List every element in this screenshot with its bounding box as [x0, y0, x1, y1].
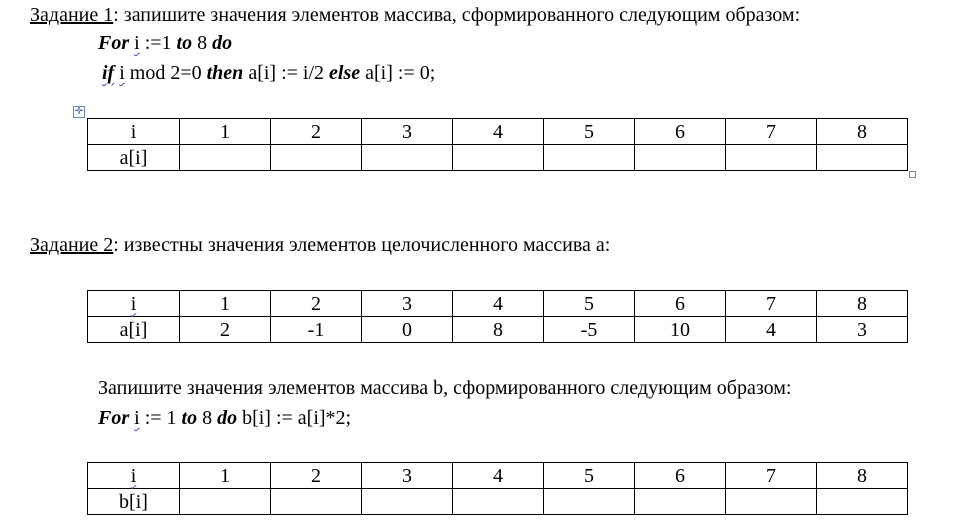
task1-text: : запишите значения элементов массива, сформированного следующим образом: [113, 4, 801, 26]
cell-text: i [130, 292, 137, 315]
kw-for: For [98, 407, 130, 429]
cell-text: i [130, 464, 137, 487]
answer-cell[interactable] [271, 145, 362, 171]
table-cell: 8 [453, 317, 544, 343]
table-cell: 3 [362, 119, 453, 145]
answer-cell[interactable] [726, 145, 817, 171]
table-cell: 7 [726, 463, 817, 489]
table-cell: 6 [635, 291, 726, 317]
table-cell: 8 [817, 119, 908, 145]
code-text: :=1 [139, 32, 177, 54]
table-cell: 0 [362, 317, 453, 343]
table-cell: 5 [544, 291, 635, 317]
task2-instruction [98, 376, 791, 400]
task1-code-line1 [98, 31, 232, 55]
answer-cell[interactable] [362, 489, 453, 515]
loop-var: i [134, 32, 140, 54]
answer-cell[interactable] [726, 489, 817, 515]
kw-to: to [181, 407, 198, 429]
kw-then: then [206, 62, 244, 84]
answer-cell[interactable] [271, 489, 362, 515]
kw-if: if [102, 62, 115, 84]
task1-table [87, 118, 908, 171]
table-cell: 3 [362, 291, 453, 317]
table-cell: 4 [726, 317, 817, 343]
table-row [88, 317, 908, 343]
table-cell: 2 [271, 119, 362, 145]
move-table-icon[interactable]: ✛ [74, 106, 84, 117]
answer-cell[interactable] [817, 145, 908, 171]
table-row [88, 119, 908, 145]
task1-code-line2 [102, 61, 435, 85]
table-cell: 1 [180, 119, 271, 145]
kw-do: do [212, 32, 233, 54]
loop-var: i [119, 62, 125, 84]
table-row [88, 291, 908, 317]
answer-cell[interactable] [817, 489, 908, 515]
answer-cell[interactable] [635, 145, 726, 171]
answer-cell[interactable] [453, 489, 544, 515]
table-cell: a[i] [88, 317, 180, 343]
task2-code-line [98, 406, 351, 430]
task2-label: Задание 2 [30, 234, 114, 256]
task2-table [87, 290, 908, 343]
answer-cell[interactable] [544, 489, 635, 515]
table-cell: -5 [544, 317, 635, 343]
table-cell: 4 [453, 463, 544, 489]
table-cell [88, 291, 180, 317]
answer-cell[interactable] [180, 145, 271, 171]
answer-cell[interactable] [544, 145, 635, 171]
table-cell: i [88, 119, 180, 145]
table-cell: 1 [180, 463, 271, 489]
task1-heading [30, 3, 800, 27]
table-row [88, 489, 908, 515]
table-cell [88, 463, 180, 489]
code-text: b[i] := a[i]*2; [237, 407, 352, 429]
instruction-text: Запишите значения элементов массива b, сформированного следующим образом: [98, 377, 792, 399]
table-cell: 8 [817, 463, 908, 489]
table-cell: 7 [726, 291, 817, 317]
table-row [88, 463, 908, 489]
kw-else: else [329, 62, 361, 84]
kw-to: to [176, 32, 193, 54]
code-text: a[i] := 0; [360, 62, 436, 84]
code-text: 8 [192, 32, 213, 54]
answer-cell[interactable] [635, 489, 726, 515]
table-cell: b[i] [88, 489, 180, 515]
answer-cell[interactable] [180, 489, 271, 515]
code-text: a[i] := i/2 [243, 62, 330, 84]
answer-cell[interactable] [453, 145, 544, 171]
code-text: mod 2=0 [124, 62, 207, 84]
table-cell: 2 [180, 317, 271, 343]
code-text: 8 [197, 407, 218, 429]
table-cell: 6 [635, 463, 726, 489]
table-cell: 5 [544, 119, 635, 145]
answer-cell[interactable] [362, 145, 453, 171]
table-cell: 6 [635, 119, 726, 145]
kw-for: For [98, 32, 130, 54]
task2-table-b [87, 462, 908, 515]
loop-var: i [134, 407, 140, 429]
table-cell: a[i] [88, 145, 180, 171]
table-cell: 4 [453, 291, 544, 317]
table-cell: -1 [271, 317, 362, 343]
table-cell: 10 [635, 317, 726, 343]
resize-handle-icon[interactable] [909, 171, 916, 178]
task1-label: Задание 1 [30, 4, 114, 26]
table-cell: 4 [453, 119, 544, 145]
table-cell: 7 [726, 119, 817, 145]
table-cell: 8 [817, 291, 908, 317]
table-cell: 2 [271, 291, 362, 317]
kw-do: do [217, 407, 238, 429]
table-cell: 3 [817, 317, 908, 343]
table-cell: 5 [544, 463, 635, 489]
table-cell: 3 [362, 463, 453, 489]
task2-text: : известны значения элементов целочисленного массива а: [113, 234, 611, 256]
table-cell: 1 [180, 291, 271, 317]
code-text: := 1 [139, 407, 182, 429]
task2-heading [30, 233, 610, 257]
table-cell: 2 [271, 463, 362, 489]
table-row [88, 145, 908, 171]
